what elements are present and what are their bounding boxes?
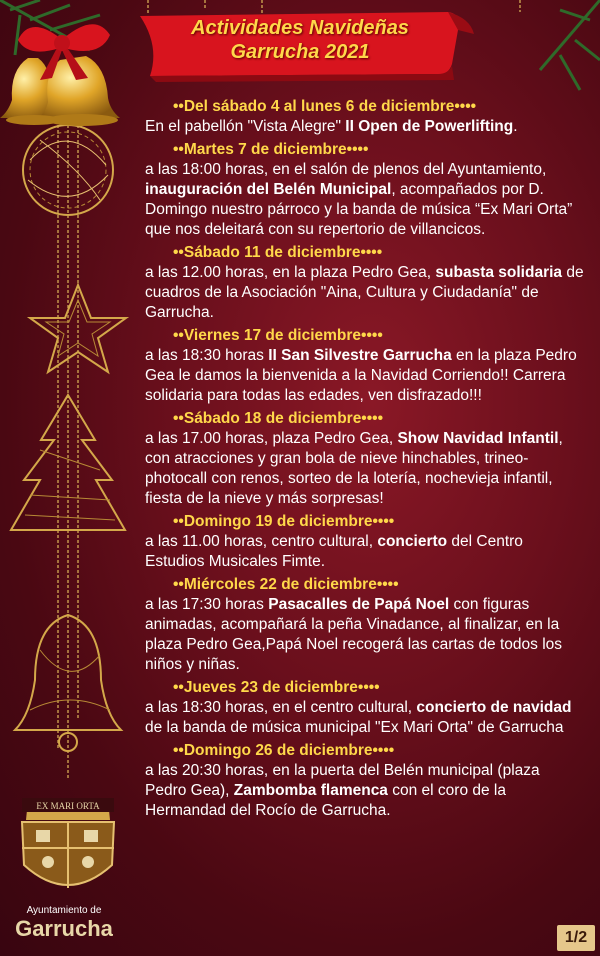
- golden-bells-icon: [0, 56, 120, 126]
- event-text: del Centro Estudios Musicales Fimte.: [145, 533, 523, 570]
- event-text: de la banda de música municipal "Ex Mari Orta" de Garrucha: [145, 719, 564, 736]
- page-title: [150, 16, 450, 64]
- event-date: ••Martes 7 de diciembre••••: [173, 141, 369, 158]
- title-line-2: Garrucha 2021: [230, 41, 370, 63]
- event-highlight: inauguración del Belén Municipal: [145, 181, 392, 198]
- event-date: ••Viernes 17 de diciembre••••: [173, 327, 383, 344]
- logo-motto-ribbon: [22, 796, 114, 816]
- event-text: .: [513, 118, 518, 135]
- event-text: En el pabellón "Vista Alegre": [145, 118, 346, 135]
- logo-name: Garrucha: [15, 916, 113, 941]
- event-description: [145, 595, 585, 675]
- event-date: ••Miércoles 22 de diciembre••••: [173, 576, 399, 593]
- event-highlight: Pasacalles de Papá Noel: [268, 596, 450, 613]
- event-text: en la plaza Pedro Gea le damos la bienvenida a la Navidad Corriendo!! Carrera solidaria para todas las edades, ven disfrazado!!!: [145, 347, 577, 404]
- events-list: [145, 97, 585, 824]
- event-text: , acompañados por D. Domingo nuestro párroco y la banda de música “Ex Mari Orta” que nos deleitará con su repertorio de villancicos.: [145, 181, 573, 238]
- event-highlight: II Open de Powerlifting: [345, 118, 514, 135]
- event-description: [145, 117, 585, 137]
- event-date: ••Domingo 19 de diciembre••••: [173, 513, 395, 530]
- event-date: ••Del sábado 4 al lunes 6 de diciembre••••: [173, 98, 477, 115]
- event-highlight: Show Navidad Infantil: [397, 430, 559, 447]
- event-text: a las 20:30 horas, en la puerta del Belén municipal (plaza Pedro Gea),: [145, 762, 540, 799]
- event-highlight: subasta solidaria: [435, 264, 563, 281]
- title-line-1: Actividades Navideñas: [191, 17, 409, 39]
- event-highlight: concierto: [377, 533, 448, 550]
- event-highlight: II San Silvestre Garrucha: [268, 347, 452, 364]
- logo-text: [8, 905, 120, 941]
- event-description: [145, 263, 585, 323]
- event-date: ••Jueves 23 de diciembre••••: [173, 679, 380, 696]
- event-highlight: Zambomba flamenca: [233, 782, 388, 799]
- event-description: [145, 761, 585, 821]
- event-date: ••Sábado 18 de diciembre••••: [173, 410, 384, 427]
- event-date: ••Sábado 11 de diciembre••••: [173, 244, 383, 261]
- event-text: , con atracciones y gran bola de nieve hinchables, trineo-photocall con renos, sorteo de la lotería, nochevieja infantil, fiesta de la nieve y más sorpresas!: [145, 430, 563, 507]
- star-ornament-icon: [30, 285, 126, 372]
- event-description: [145, 429, 585, 509]
- pine-branch-right-icon: [540, 0, 600, 90]
- event-description: [145, 698, 585, 738]
- event-date: ••Domingo 26 de diciembre••••: [173, 742, 395, 759]
- event-text: de cuadros de la Asociación "Aina, Cultura y Ciudadanía" de Garrucha.: [145, 264, 584, 321]
- event-text: a las 18:30 horas, en el centro cultural,: [145, 699, 417, 716]
- event-text: a las 18:30 horas: [145, 347, 269, 364]
- event-highlight: concierto de navidad: [416, 699, 572, 716]
- event-description: [145, 346, 585, 406]
- page-number: 1/2: [557, 925, 595, 951]
- event-text: con el coro de la Hermandad del Rocío de Garrucha.: [145, 782, 506, 819]
- event-description: [145, 160, 585, 240]
- event-text: a las 17:30 horas: [145, 596, 269, 613]
- event-text: con figuras animadas, acompañará la peña Vinadance, al finalizar, en la plaza Pedro Gea,Papá Noel recogerá las cartas de todos los niños y niñas.: [145, 596, 563, 673]
- event-description: [145, 532, 585, 572]
- logo-motto: EX MARI ORTA: [36, 801, 100, 811]
- event-text: a las 17.00 horas, plaza Pedro Gea,: [145, 430, 398, 447]
- event-text: a las 12.00 horas, en la plaza Pedro Gea,: [145, 264, 436, 281]
- event-text: a las 11.00 horas, centro cultural,: [145, 533, 378, 550]
- logo-subtitle: Ayuntamiento de: [26, 905, 102, 916]
- event-text: a las 18:00 horas, en el salón de plenos del Ayuntamiento,: [145, 161, 547, 178]
